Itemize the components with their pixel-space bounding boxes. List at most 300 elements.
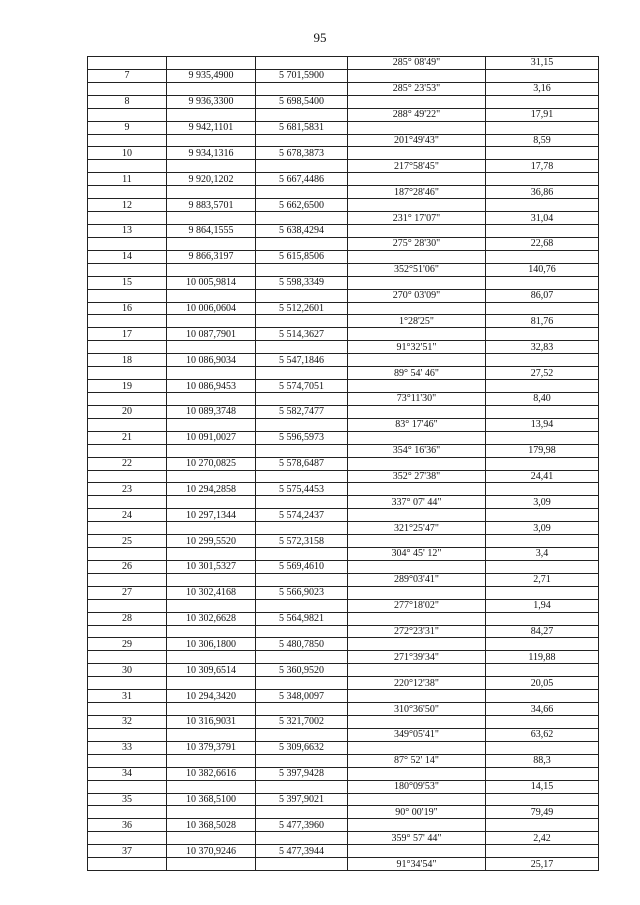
y-coordinate-cell: 5 477,3944 (256, 845, 348, 858)
length-cell (486, 483, 599, 496)
point-number-cell (88, 315, 167, 328)
y-coordinate-cell: 5 360,9520 (256, 664, 348, 677)
point-number-cell: 17 (88, 328, 167, 341)
direction-angle-cell: 217°58'45" (348, 160, 486, 173)
table-row-point (88, 457, 599, 470)
x-coordinate-cell: 9 935,4900 (167, 69, 256, 82)
direction-angle-cell (348, 95, 486, 108)
direction-angle-cell (348, 535, 486, 548)
direction-angle-cell: 349°05'41" (348, 728, 486, 741)
table-row-point (88, 690, 599, 703)
point-number-cell (88, 367, 167, 380)
table-row-segment (88, 522, 599, 535)
direction-angle-cell: 187°28'46" (348, 186, 486, 199)
point-number-cell (88, 677, 167, 690)
table-row-point (88, 224, 599, 237)
x-coordinate-cell: 9 936,3300 (167, 95, 256, 108)
table-row-segment (88, 754, 599, 767)
point-number-cell (88, 237, 167, 250)
point-number-cell: 7 (88, 69, 167, 82)
point-number-cell: 23 (88, 483, 167, 496)
x-coordinate-cell (167, 392, 256, 405)
length-cell: 3,4 (486, 548, 599, 561)
length-cell: 17,91 (486, 108, 599, 121)
table-row-segment (88, 625, 599, 638)
x-coordinate-cell (167, 444, 256, 457)
point-number-cell (88, 832, 167, 845)
table-row-segment (88, 341, 599, 354)
direction-angle-cell: 73°11'30" (348, 392, 486, 405)
length-cell (486, 199, 599, 212)
length-cell: 14,15 (486, 780, 599, 793)
table-row-point (88, 586, 599, 599)
y-coordinate-cell (256, 237, 348, 250)
point-number-cell (88, 444, 167, 457)
direction-angle-cell: 352° 27'38" (348, 470, 486, 483)
y-coordinate-cell (256, 108, 348, 121)
direction-angle-cell: 89° 54' 46" (348, 367, 486, 380)
length-cell: 3,16 (486, 82, 599, 95)
y-coordinate-cell (256, 703, 348, 716)
length-cell (486, 793, 599, 806)
y-coordinate-cell (256, 599, 348, 612)
point-number-cell (88, 599, 167, 612)
point-number-cell: 24 (88, 509, 167, 522)
length-cell (486, 250, 599, 263)
y-coordinate-cell: 5 598,3349 (256, 276, 348, 289)
length-cell: 81,76 (486, 315, 599, 328)
y-coordinate-cell (256, 392, 348, 405)
x-coordinate-cell: 9 942,1101 (167, 121, 256, 134)
length-cell (486, 819, 599, 832)
direction-angle-cell: 277°18'02" (348, 599, 486, 612)
direction-angle-cell: 1°28'25" (348, 315, 486, 328)
length-cell (486, 741, 599, 754)
point-number-cell (88, 57, 167, 70)
point-number-cell: 21 (88, 431, 167, 444)
y-coordinate-cell: 5 569,4610 (256, 560, 348, 573)
direction-angle-cell (348, 560, 486, 573)
table-row-point (88, 199, 599, 212)
direction-angle-cell: 91°32'51" (348, 341, 486, 354)
y-coordinate-cell: 5 667,4486 (256, 173, 348, 186)
y-coordinate-cell (256, 418, 348, 431)
x-coordinate-cell (167, 703, 256, 716)
length-cell (486, 354, 599, 367)
direction-angle-cell: 354° 16'36" (348, 444, 486, 457)
x-coordinate-cell (167, 82, 256, 95)
length-cell: 2,71 (486, 573, 599, 586)
length-cell: 13,94 (486, 418, 599, 431)
length-cell: 22,68 (486, 237, 599, 250)
length-cell (486, 405, 599, 418)
length-cell: 8,40 (486, 392, 599, 405)
x-coordinate-cell (167, 160, 256, 173)
x-coordinate-cell: 10 316,9031 (167, 716, 256, 729)
direction-angle-cell (348, 276, 486, 289)
length-cell (486, 380, 599, 393)
length-cell (486, 535, 599, 548)
direction-angle-cell (348, 173, 486, 186)
point-number-cell: 14 (88, 250, 167, 263)
direction-angle-cell: 201°49'43" (348, 134, 486, 147)
x-coordinate-cell (167, 212, 256, 225)
y-coordinate-cell: 5 309,6632 (256, 741, 348, 754)
direction-angle-cell: 231° 17'07" (348, 212, 486, 225)
y-coordinate-cell: 5 512,2601 (256, 302, 348, 315)
x-coordinate-cell: 10 089,3748 (167, 405, 256, 418)
table-row-segment (88, 651, 599, 664)
y-coordinate-cell (256, 651, 348, 664)
length-cell: 17,78 (486, 160, 599, 173)
x-coordinate-cell: 10 086,9034 (167, 354, 256, 367)
length-cell: 8,59 (486, 134, 599, 147)
length-cell: 1,94 (486, 599, 599, 612)
table-row-point (88, 535, 599, 548)
table-row-point (88, 612, 599, 625)
table-row-segment (88, 315, 599, 328)
direction-angle-cell (348, 250, 486, 263)
point-number-cell: 19 (88, 380, 167, 393)
length-cell (486, 664, 599, 677)
x-coordinate-cell (167, 315, 256, 328)
table-row-point (88, 69, 599, 82)
x-coordinate-cell (167, 341, 256, 354)
length-cell: 2,42 (486, 832, 599, 845)
y-coordinate-cell: 5 547,1846 (256, 354, 348, 367)
point-number-cell: 28 (88, 612, 167, 625)
x-coordinate-cell (167, 573, 256, 586)
direction-angle-cell: 310°36'50" (348, 703, 486, 716)
table-row-segment (88, 444, 599, 457)
direction-angle-cell: 289°03'41" (348, 573, 486, 586)
point-number-cell: 34 (88, 767, 167, 780)
table-row-point (88, 767, 599, 780)
point-number-cell (88, 160, 167, 173)
point-number-cell (88, 728, 167, 741)
x-coordinate-cell: 9 920,1202 (167, 173, 256, 186)
y-coordinate-cell: 5 678,3873 (256, 147, 348, 160)
table-row-segment (88, 599, 599, 612)
point-number-cell (88, 806, 167, 819)
x-coordinate-cell (167, 418, 256, 431)
table-row-segment (88, 212, 599, 225)
point-number-cell: 9 (88, 121, 167, 134)
length-cell (486, 457, 599, 470)
table-row-segment (88, 677, 599, 690)
length-cell (486, 147, 599, 160)
length-cell (486, 95, 599, 108)
table-row-point (88, 638, 599, 651)
direction-angle-cell: 220°12'38" (348, 677, 486, 690)
direction-angle-cell (348, 302, 486, 315)
length-cell (486, 612, 599, 625)
table-row-segment (88, 82, 599, 95)
x-coordinate-cell (167, 57, 256, 70)
x-coordinate-cell (167, 548, 256, 561)
table-row-segment (88, 263, 599, 276)
direction-angle-cell (348, 380, 486, 393)
y-coordinate-cell: 5 662,6500 (256, 199, 348, 212)
point-number-cell: 13 (88, 224, 167, 237)
table-row-segment (88, 470, 599, 483)
table-row-point (88, 716, 599, 729)
table-row-point (88, 845, 599, 858)
direction-angle-cell (348, 121, 486, 134)
table-row-segment (88, 108, 599, 121)
direction-angle-cell: 304° 45' 12" (348, 548, 486, 561)
x-coordinate-cell: 10 379,3791 (167, 741, 256, 754)
direction-angle-cell: 87° 52' 14" (348, 754, 486, 767)
y-coordinate-cell (256, 57, 348, 70)
direction-angle-cell (348, 845, 486, 858)
length-cell: 31,15 (486, 57, 599, 70)
table-row-point (88, 380, 599, 393)
y-coordinate-cell: 5 582,7477 (256, 405, 348, 418)
y-coordinate-cell (256, 754, 348, 767)
y-coordinate-cell: 5 578,6487 (256, 457, 348, 470)
point-number-cell: 15 (88, 276, 167, 289)
table-row-segment (88, 160, 599, 173)
x-coordinate-cell: 10 382,6616 (167, 767, 256, 780)
x-coordinate-cell (167, 599, 256, 612)
length-cell: 179,98 (486, 444, 599, 457)
y-coordinate-cell (256, 677, 348, 690)
x-coordinate-cell (167, 496, 256, 509)
y-coordinate-cell: 5 477,3960 (256, 819, 348, 832)
y-coordinate-cell (256, 367, 348, 380)
direction-angle-cell (348, 354, 486, 367)
point-number-cell (88, 651, 167, 664)
y-coordinate-cell (256, 728, 348, 741)
length-cell: 36,86 (486, 186, 599, 199)
point-number-cell (88, 418, 167, 431)
length-cell: 32,83 (486, 341, 599, 354)
x-coordinate-cell: 10 005,9814 (167, 276, 256, 289)
point-number-cell (88, 341, 167, 354)
x-coordinate-cell (167, 728, 256, 741)
x-coordinate-cell: 10 368,5028 (167, 819, 256, 832)
table-row-point (88, 741, 599, 754)
length-cell (486, 224, 599, 237)
point-number-cell (88, 212, 167, 225)
length-cell (486, 328, 599, 341)
x-coordinate-cell: 10 306,1800 (167, 638, 256, 651)
table-row-segment (88, 57, 599, 70)
length-cell (486, 716, 599, 729)
table-row-segment (88, 806, 599, 819)
table-row-segment (88, 237, 599, 250)
point-number-cell (88, 625, 167, 638)
length-cell (486, 560, 599, 573)
y-coordinate-cell (256, 806, 348, 819)
table-row-segment (88, 392, 599, 405)
point-number-cell (88, 548, 167, 561)
point-number-cell: 11 (88, 173, 167, 186)
point-number-cell: 26 (88, 560, 167, 573)
length-cell (486, 586, 599, 599)
table-row-point (88, 250, 599, 263)
table-row-segment (88, 186, 599, 199)
x-coordinate-cell (167, 186, 256, 199)
direction-angle-cell (348, 483, 486, 496)
point-number-cell: 35 (88, 793, 167, 806)
table-row-segment (88, 418, 599, 431)
length-cell: 3,09 (486, 496, 599, 509)
x-coordinate-cell (167, 754, 256, 767)
direction-angle-cell: 270° 03'09" (348, 289, 486, 302)
y-coordinate-cell (256, 832, 348, 845)
x-coordinate-cell: 10 299,5520 (167, 535, 256, 548)
y-coordinate-cell (256, 444, 348, 457)
point-number-cell: 27 (88, 586, 167, 599)
y-coordinate-cell: 5 572,3158 (256, 535, 348, 548)
y-coordinate-cell (256, 496, 348, 509)
y-coordinate-cell (256, 780, 348, 793)
table-row-segment (88, 780, 599, 793)
table-row-point (88, 405, 599, 418)
point-number-cell: 20 (88, 405, 167, 418)
y-coordinate-cell: 5 701,5900 (256, 69, 348, 82)
table-row-point (88, 354, 599, 367)
coordinates-table-body (88, 57, 599, 871)
point-number-cell: 12 (88, 199, 167, 212)
direction-angle-cell (348, 664, 486, 677)
point-number-cell: 22 (88, 457, 167, 470)
point-number-cell (88, 134, 167, 147)
length-cell: 24,41 (486, 470, 599, 483)
direction-angle-cell: 288° 49'22" (348, 108, 486, 121)
x-coordinate-cell: 9 883,5701 (167, 199, 256, 212)
x-coordinate-cell: 10 294,2858 (167, 483, 256, 496)
x-coordinate-cell: 10 006,0604 (167, 302, 256, 315)
y-coordinate-cell (256, 82, 348, 95)
direction-angle-cell (348, 586, 486, 599)
direction-angle-cell (348, 612, 486, 625)
x-coordinate-cell (167, 832, 256, 845)
length-cell: 140,76 (486, 263, 599, 276)
table-row-point (88, 509, 599, 522)
table-row-segment (88, 573, 599, 586)
table-row-segment (88, 728, 599, 741)
table-row-segment (88, 496, 599, 509)
table-row-segment (88, 832, 599, 845)
table-row-segment (88, 134, 599, 147)
y-coordinate-cell (256, 289, 348, 302)
direction-angle-cell (348, 457, 486, 470)
y-coordinate-cell: 5 638,4294 (256, 224, 348, 237)
length-cell (486, 845, 599, 858)
x-coordinate-cell: 10 302,6628 (167, 612, 256, 625)
y-coordinate-cell: 5 397,9428 (256, 767, 348, 780)
point-number-cell: 16 (88, 302, 167, 315)
point-number-cell: 33 (88, 741, 167, 754)
y-coordinate-cell (256, 522, 348, 535)
length-cell (486, 69, 599, 82)
direction-angle-cell: 83° 17'46" (348, 418, 486, 431)
point-number-cell (88, 496, 167, 509)
y-coordinate-cell: 5 564,9821 (256, 612, 348, 625)
table-row-point (88, 276, 599, 289)
page-number: 95 (313, 30, 327, 45)
y-coordinate-cell (256, 470, 348, 483)
x-coordinate-cell: 10 270,0825 (167, 457, 256, 470)
y-coordinate-cell: 5 480,7850 (256, 638, 348, 651)
y-coordinate-cell (256, 341, 348, 354)
length-cell (486, 767, 599, 780)
length-cell (486, 121, 599, 134)
direction-angle-cell: 90° 00'19" (348, 806, 486, 819)
length-cell: 86,07 (486, 289, 599, 302)
x-coordinate-cell (167, 651, 256, 664)
point-number-cell: 31 (88, 690, 167, 703)
table-row-point (88, 302, 599, 315)
length-cell: 84,27 (486, 625, 599, 638)
direction-angle-cell: 321°25'47" (348, 522, 486, 535)
x-coordinate-cell (167, 858, 256, 871)
point-number-cell (88, 392, 167, 405)
direction-angle-cell (348, 199, 486, 212)
point-number-cell (88, 780, 167, 793)
table-row-point (88, 95, 599, 108)
x-coordinate-cell (167, 470, 256, 483)
x-coordinate-cell (167, 625, 256, 638)
direction-angle-cell: 285° 08'49" (348, 57, 486, 70)
coordinates-table (87, 56, 599, 871)
y-coordinate-cell: 5 681,5831 (256, 121, 348, 134)
point-number-cell: 30 (88, 664, 167, 677)
direction-angle-cell (348, 793, 486, 806)
length-cell: 79,49 (486, 806, 599, 819)
y-coordinate-cell: 5 566,9023 (256, 586, 348, 599)
direction-angle-cell (348, 690, 486, 703)
direction-angle-cell: 275° 28'30" (348, 237, 486, 250)
x-coordinate-cell: 10 086,9453 (167, 380, 256, 393)
direction-angle-cell (348, 328, 486, 341)
point-number-cell (88, 522, 167, 535)
y-coordinate-cell (256, 134, 348, 147)
length-cell: 25,17 (486, 858, 599, 871)
point-number-cell (88, 263, 167, 276)
y-coordinate-cell: 5 575,4453 (256, 483, 348, 496)
length-cell (486, 302, 599, 315)
y-coordinate-cell (256, 625, 348, 638)
point-number-cell: 25 (88, 535, 167, 548)
table-row-segment (88, 548, 599, 561)
direction-angle-cell (348, 767, 486, 780)
length-cell (486, 276, 599, 289)
point-number-cell (88, 82, 167, 95)
direction-angle-cell (348, 716, 486, 729)
length-cell (486, 690, 599, 703)
length-cell (486, 431, 599, 444)
x-coordinate-cell: 10 302,4168 (167, 586, 256, 599)
direction-angle-cell: 285° 23'53" (348, 82, 486, 95)
table-row-point (88, 431, 599, 444)
length-cell: 119,88 (486, 651, 599, 664)
length-cell: 3,09 (486, 522, 599, 535)
point-number-cell: 10 (88, 147, 167, 160)
point-number-cell: 37 (88, 845, 167, 858)
direction-angle-cell (348, 69, 486, 82)
x-coordinate-cell: 10 091,0027 (167, 431, 256, 444)
table-row-segment (88, 367, 599, 380)
y-coordinate-cell (256, 263, 348, 276)
y-coordinate-cell: 5 397,9021 (256, 793, 348, 806)
table-row-point (88, 483, 599, 496)
direction-angle-cell (348, 741, 486, 754)
point-number-cell (88, 754, 167, 767)
